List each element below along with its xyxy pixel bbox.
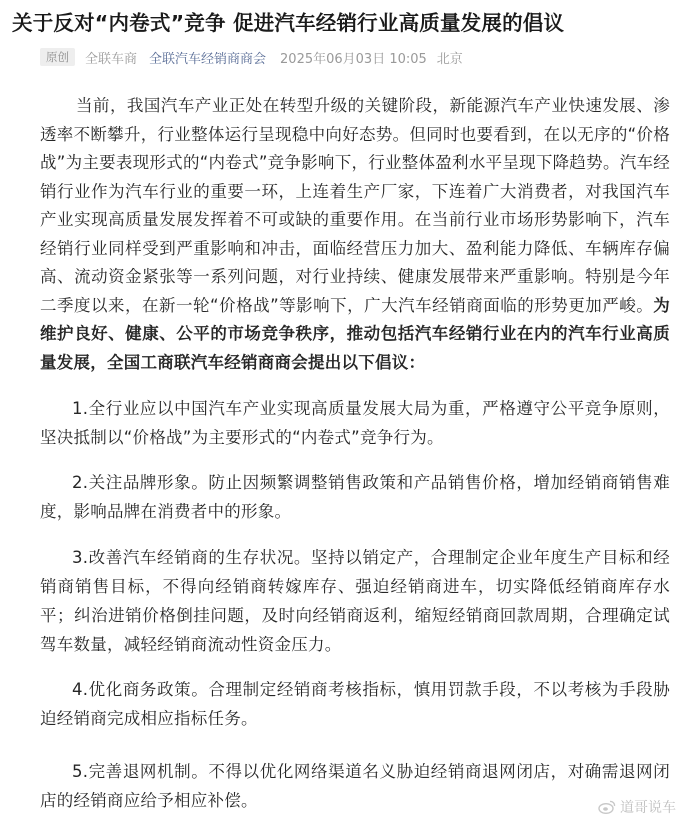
weibo-watermark (598, 797, 676, 817)
watermark-text: 道哥说车 (620, 800, 676, 816)
article-body (40, 92, 670, 377)
proposal-item-5 (40, 757, 670, 815)
intro-paragraph (40, 92, 670, 377)
proposal-item-3 (40, 543, 670, 659)
proposal-item-lead: 5.完善退网机制。不得以优化网络渠道名义胁迫经销商退网闭店，对确需退网闭店 (40, 762, 670, 810)
publish-location: 北京 (436, 51, 463, 67)
proposal-item-rest: 经销商完成相应指标任务。 (56, 709, 258, 728)
proposal-item-lead: 4.优化商务政策。合理制定经销商考核指标，慎用罚款手段，不以考核为手段胁迫 (40, 680, 670, 728)
weibo-icon (598, 800, 616, 814)
proposal-item-rest: 的经销商应给予相应补偿。 (56, 791, 258, 810)
account-link[interactable]: 全联汽车经销商商会 (149, 51, 267, 67)
publish-date: 2025年06月03日 10:05 (280, 51, 427, 67)
intro-text: 当前，我国汽车产业正处在转型升级的关键阶段，新能源汽车产业快速发展、渗透率不断攀升，行业整体运行呈现稳中向好态势。但同时也要看到，在以无序的“价格战”为主要表现形式的“内卷式”竞争影响下，行业整体盈利水平呈现下降趋势。汽车经销行业作为汽车行业的重要一环，上连着生产厂家，下连着广大消费者，对我国汽车产业实现高质量发展发挥着不可或缺的重要作用。在当前行业市场形势影响下，汽车经销行业同样受到严重影响和冲击，面临经营压力加大、盈利能力降低、车辆库存偏高、流动资金紧张等一系列问题，对行业持续、健康发展带来严重影响。特别是今年二季度以来，在新一轮“价格战”等影响下，广大汽车经销商面临的形势更加严峻。 (40, 96, 670, 315)
source-name: 全联车商 (85, 51, 138, 67)
proposal-item-lead: 3.改善汽车经销商的生存状况。坚持以销定产，合理制定企业年度生产目标和经销 (40, 548, 670, 596)
original-badge: 原创 (40, 48, 75, 66)
proposal-item-rest: 度，影响品牌在消费者中的形象。 (40, 502, 292, 521)
article-title: 关于反对“内卷式”竞争 促进汽车经销行业高质量发展的倡议 (12, 11, 565, 35)
proposal-item-lead: 1.全行业应以中国汽车产业实现高质量发展大局为重，严格遵守公平竞争原则，坚 (40, 399, 670, 447)
article-meta (40, 46, 463, 68)
proposal-item-4 (40, 675, 670, 733)
proposal-item-rest: 决抵制以“价格战”为主要形式的“内卷式”竞争行为。 (56, 428, 444, 447)
proposal-item-rest: 商销售目标，不得向经销商转嫁库存、强迫经销商进车，切实降低经销商库存水平；纠治进销价格倒挂问题，及时向经销商返利，缩短经销商回款周期，合理确定试驾车数量，减轻经销商流动性资金压力。 (40, 577, 671, 654)
proposal-item-2 (40, 468, 670, 526)
proposal-item-1 (40, 394, 670, 452)
proposal-item-lead: 2.关注品牌形象。防止因频繁调整销售政策和产品销售价格，增加经销商销售难 (72, 473, 670, 492)
intro-bold-text: 为维护良好、健康、公平的市场竞争秩序，推动包括汽车经销行业在内的汽车行业高质量发展，全国工商联汽车经销商商会提出以下倡议： (40, 295, 670, 372)
